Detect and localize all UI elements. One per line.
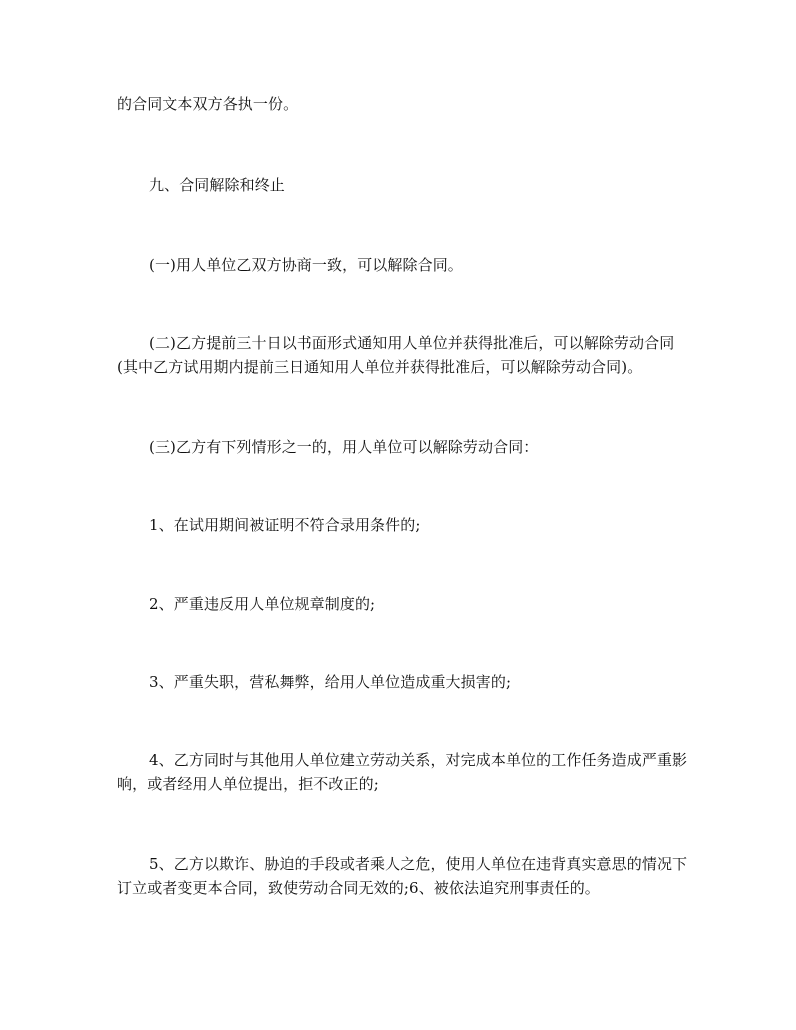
clause-mutual-agreement: (一)用人单位乙双方协商一致，可以解除合同。 (149, 256, 463, 274)
list-item-probation: 1、在试用期间被证明不符合录用条件的; (149, 516, 421, 534)
list-item-negligence: 3、严重失职，营私舞弊，给用人单位造成重大损害的; (149, 673, 512, 691)
list-item-dual-employment: 4、乙方同时与其他用人单位建立劳动关系，对完成本单位的工作任务造成严重影响，或者经用人单位提出，拒不改正的; (117, 751, 688, 793)
list-item-rules-violation: 2、严重违反用人单位规章制度的; (149, 595, 376, 613)
list-item-fraud-and-criminal: 5、乙方以欺诈、胁迫的手段或者乘人之危，使用人单位在违背真实意思的情况下订立或者变更本合同，致使劳动合同无效的;6、被依法追究刑事责任的。 (117, 855, 688, 897)
paragraph-contract-copies: 的合同文本双方各执一份。 (117, 95, 299, 113)
section-heading-termination: 九、合同解除和终止 (149, 176, 285, 194)
clause-employee-notice: (二)乙方提前三十日以书面形式通知用人单位并获得批准后，可以解除劳动合同(其中乙方试用期内提前三日通知用人单位并获得批准后，可以解除劳动合同)。 (117, 334, 675, 376)
clause-employer-termination: (三)乙方有下列情形之一的，用人单位可以解除劳动合同： (149, 438, 539, 456)
